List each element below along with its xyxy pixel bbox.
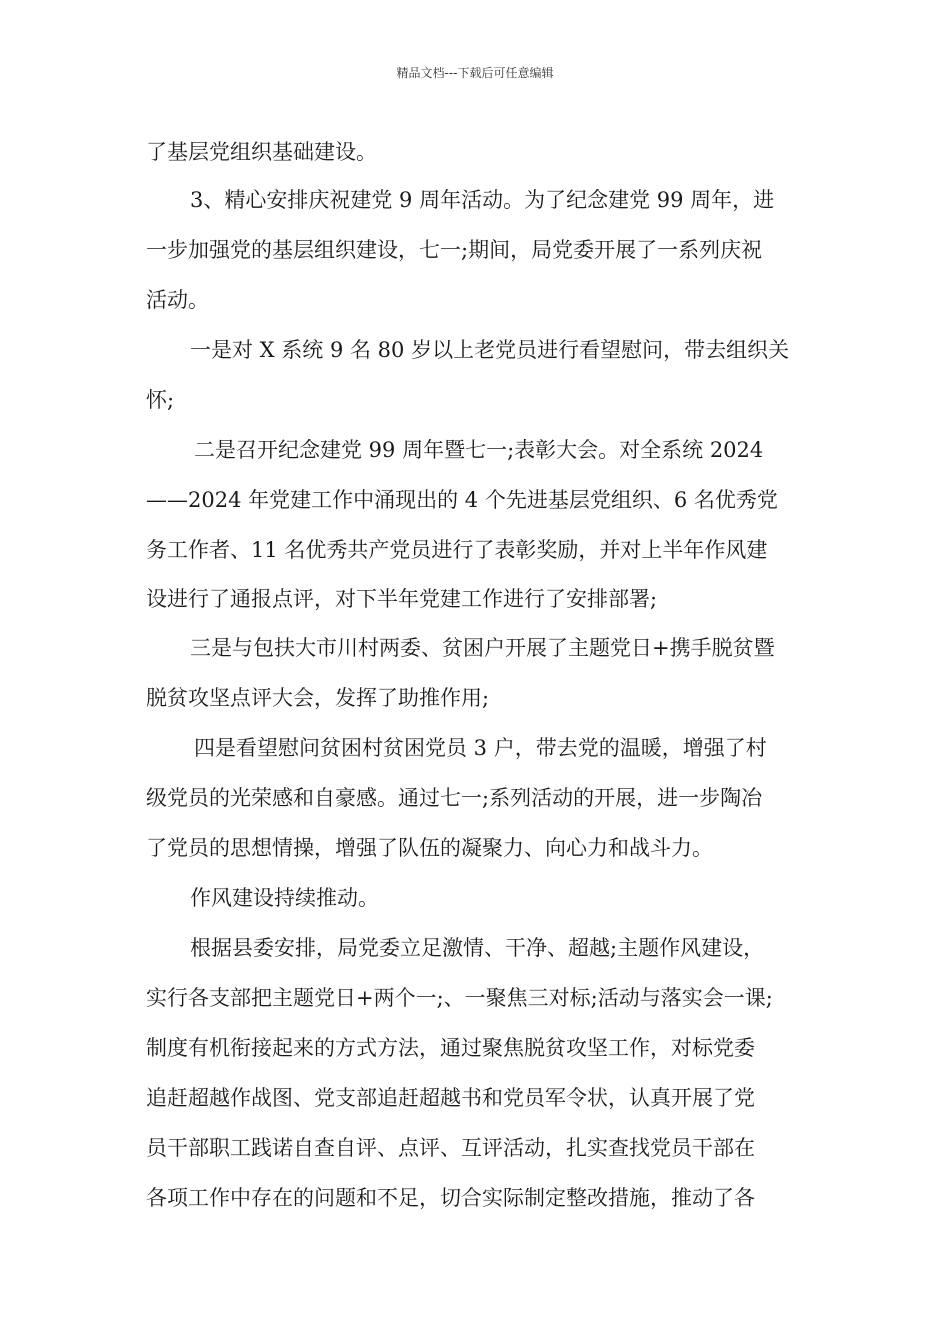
text-line: 追赶超越作战图、党支部追赶超越书和党员军令状，认真开展了党	[146, 1086, 755, 1110]
text-line: 一是对 X 系统 9 名 80 岁以上老党员进行看望慰问，带去组织关	[190, 338, 790, 362]
text-line: 员干部职工践诺自查自评、点评、互评活动，扎实查找党员干部在	[146, 1136, 755, 1160]
text-line: 制度有机衔接起来的方式方法，通过聚焦脱贫攻坚工作，对标党委	[146, 1036, 755, 1060]
text-line: 根据县委安排，局党委立足激情、干净、超越;主题作风建设，	[190, 936, 765, 960]
text-line: 四是看望慰问贫困村贫困党员 3 户，带去党的温暖，增强了村	[194, 736, 767, 760]
text-line: 怀;	[146, 388, 175, 412]
text-line: 活动。	[146, 288, 209, 312]
text-line: 三是与包扶大市川村两委、贫困户开展了主题党日+携手脱贫暨	[190, 636, 775, 660]
text-line: 3、精心安排庆祝建党 9 周年活动。为了纪念建党 99 周年，进	[190, 188, 775, 212]
text-line: 设进行了通报点评，对下半年党建工作进行了安排部署;	[146, 587, 658, 611]
text-line: 务工作者、11 名优秀共产党员进行了表彰奖励，并对上半年作风建	[146, 538, 768, 562]
text-line: 级党员的光荣感和自豪感。通过七一;系列活动的开展，进一步陶冶	[146, 786, 763, 810]
text-line: 作风建设持续推动。	[190, 886, 379, 910]
page-header: 精品文档---下载后可任意编辑	[396, 66, 554, 80]
text-line: 脱贫攻坚点评大会，发挥了助推作用;	[146, 686, 490, 710]
text-line: 实行各支部把主题党日+两个一;、一聚焦三对标;活动与落实会一课;	[146, 986, 773, 1010]
text-line: 二是召开纪念建党 99 周年暨七一;表彰大会。对全系统 2024	[194, 438, 764, 462]
text-line: 了党员的思想情操，增强了队伍的凝聚力、向心力和战斗力。	[146, 836, 713, 860]
text-line: 各项工作中存在的问题和不足，切合实际制定整改措施，推动了各	[146, 1186, 755, 1210]
text-line: 一步加强党的基层组织建设，七一;期间，局党委开展了一系列庆祝	[146, 238, 763, 262]
text-line: 了基层党组织基础建设。	[146, 140, 377, 164]
text-line: ——2024 年党建工作中涌现出的 4 个先进基层党组织、6 名优秀党	[146, 488, 778, 512]
